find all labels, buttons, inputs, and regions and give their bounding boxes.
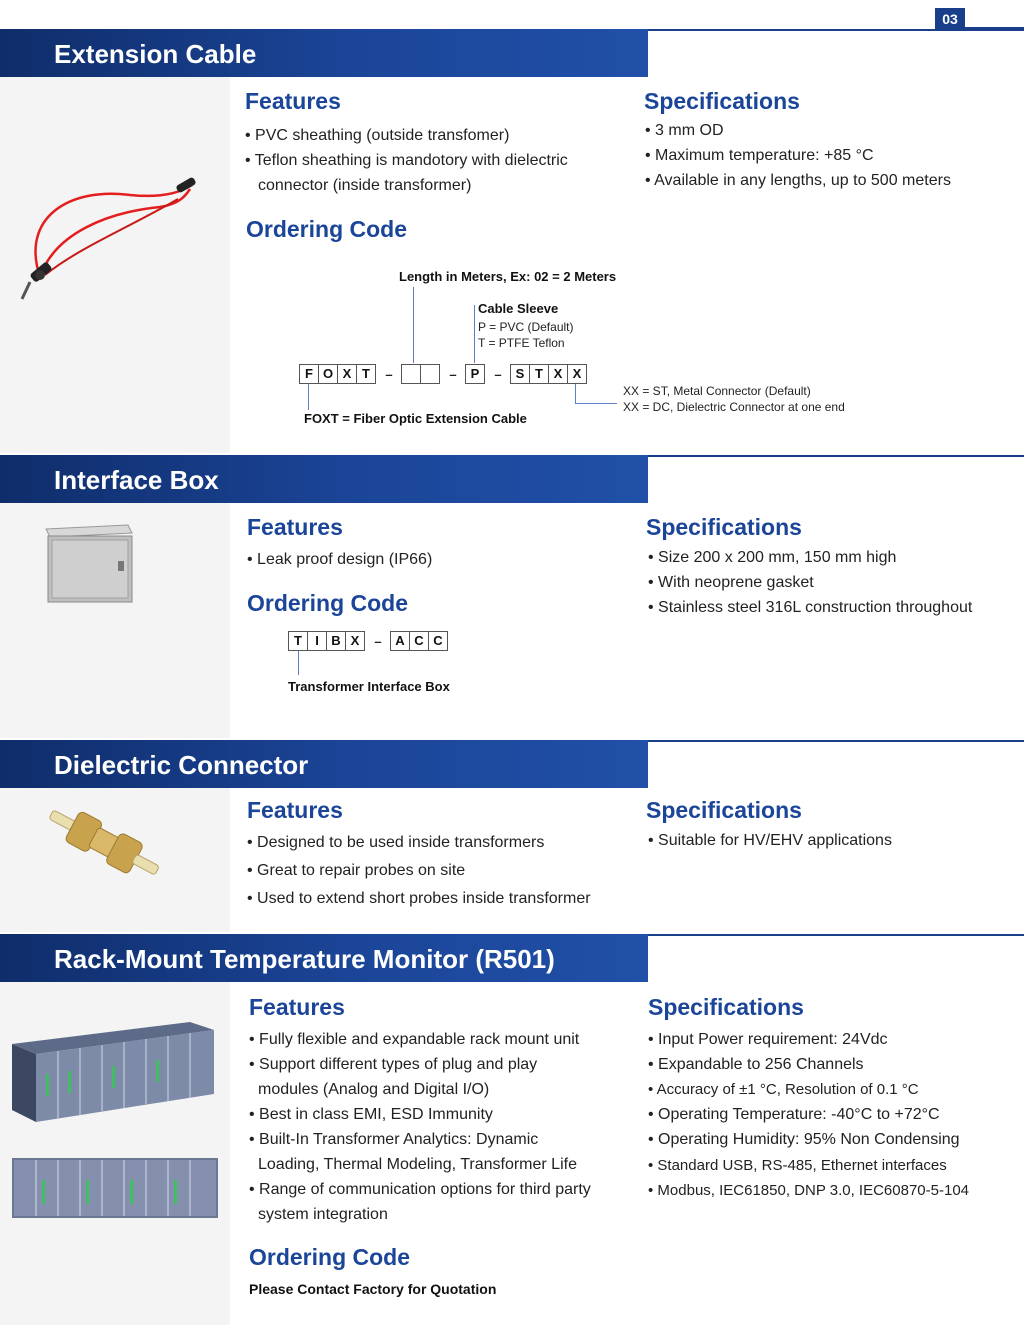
product-image-panel — [0, 982, 230, 1325]
spec-item: • 3 mm OD — [645, 122, 724, 139]
code-cell: T — [529, 364, 549, 384]
code-cell: C — [428, 631, 448, 651]
connector-option: XX = DC, Dielectric Connector at one end — [623, 400, 845, 414]
feature-item: • Support different types of plug and play — [249, 1056, 538, 1073]
spec-item: • Standard USB, RS-485, Ethernet interfaces — [648, 1157, 947, 1174]
specifications-heading: Specifications — [648, 994, 804, 1020]
section-title: Extension Cable — [54, 39, 257, 69]
section-title: Rack-Mount Temperature Monitor (R501) — [54, 944, 555, 974]
leader-line — [575, 403, 617, 404]
header-rule — [648, 455, 1024, 457]
feature-item: • Best in class EMI, ESD Immunity — [249, 1106, 493, 1123]
specifications-heading: Specifications — [646, 797, 802, 823]
feature-item: • Leak proof design (IP66) — [247, 551, 433, 568]
code-cell: P — [465, 364, 485, 384]
code-cell: X — [337, 364, 357, 384]
rack-monitor-image — [0, 982, 230, 1325]
section-title: Interface Box — [54, 465, 219, 495]
leader-line — [413, 287, 414, 363]
code-dash: – — [494, 366, 502, 382]
feature-item: • Used to extend short probes inside transformer — [247, 890, 591, 907]
feature-item: • Designed to be used inside transformers — [247, 834, 545, 851]
header-rule — [648, 29, 1024, 31]
ordering-note: Please Contact Factory for Quotation — [249, 1281, 497, 1297]
leader-line — [298, 651, 299, 675]
spec-item: • Suitable for HV/EHV applications — [648, 832, 892, 849]
tibx-label: Transformer Interface Box — [288, 679, 450, 694]
feature-item: • Range of communication options for third party — [249, 1181, 591, 1198]
spec-item: • Operating Temperature: -40°C to +72°C — [648, 1106, 940, 1123]
code-cell: X — [548, 364, 568, 384]
spec-item: • Input Power requirement: 24Vdc — [648, 1031, 888, 1048]
leader-line — [575, 384, 576, 403]
length-label: Length in Meters, Ex: 02 = 2 Meters — [399, 269, 617, 284]
feature-item: • Fully flexible and expandable rack mount unit — [249, 1031, 580, 1048]
specifications-heading: Specifications — [644, 88, 800, 114]
spec-item: • Expandable to 256 Channels — [648, 1056, 864, 1073]
section-header-extension-cable — [0, 29, 648, 77]
feature-item: • PVC sheathing (outside transfomer) — [245, 127, 510, 144]
code-cell: O — [318, 364, 338, 384]
foxt-label: FOXT = Fiber Optic Extension Cable — [304, 411, 527, 426]
section-header-dielectric-connector — [0, 740, 648, 788]
header-rule — [648, 740, 1024, 742]
code-dash: – — [385, 366, 393, 382]
sleeve-option: P = PVC (Default) — [478, 320, 574, 334]
feature-item: Loading, Thermal Modeling, Transformer Life — [258, 1156, 577, 1173]
header-rule — [648, 934, 1024, 936]
spec-item: • Maximum temperature: +85 °C — [645, 147, 874, 164]
feature-item: • Teflon sheathing is mandotory with dielectric — [245, 152, 568, 169]
code-cell: F — [299, 364, 319, 384]
spec-item: • With neoprene gasket — [648, 574, 814, 591]
spec-item: • Modbus, IEC61850, DNP 3.0, IEC60870-5-104 — [648, 1182, 969, 1199]
code-cell: I — [307, 631, 327, 651]
spec-item: • Size 200 x 200 mm, 150 mm high — [648, 549, 897, 566]
feature-item: • Built-In Transformer Analytics: Dynamic — [249, 1131, 539, 1148]
page-number: 03 — [935, 8, 965, 29]
spec-item: • Available in any lengths, up to 500 meters — [645, 172, 951, 189]
code-cell: T — [288, 631, 308, 651]
interface-box-image — [0, 503, 230, 738]
code-dash: – — [374, 633, 382, 649]
section-header-rack-mount — [0, 934, 648, 982]
code-dash: – — [449, 366, 457, 382]
feature-item: connector (inside transformer) — [258, 177, 472, 194]
ordering-code-row — [299, 364, 587, 384]
cable-sleeve-label: Cable Sleeve — [478, 301, 559, 316]
extension-cable-image — [0, 77, 230, 453]
code-cell — [420, 364, 440, 384]
leader-line — [308, 384, 309, 410]
code-cell: S — [510, 364, 530, 384]
code-cell: X — [567, 364, 587, 384]
feature-item: modules (Analog and Digital I/O) — [258, 1081, 490, 1098]
spec-item: • Operating Humidity: 95% Non Condensing — [648, 1131, 960, 1148]
section-title: Dielectric Connector — [54, 750, 309, 780]
product-image-panel — [0, 77, 230, 453]
leader-line — [474, 305, 475, 363]
dielectric-connector-image — [0, 788, 230, 932]
feature-item: system integration — [258, 1206, 388, 1223]
code-cell: X — [345, 631, 365, 651]
features-heading: Features — [247, 514, 343, 540]
features-heading: Features — [245, 88, 341, 114]
code-cell: B — [326, 631, 346, 651]
spec-item: • Accuracy of ±1 °C, Resolution of 0.1 °C — [648, 1081, 919, 1098]
code-cell: A — [390, 631, 410, 651]
spec-item: • Stainless steel 316L construction throughout — [648, 599, 973, 616]
product-image-panel — [0, 788, 230, 932]
section-header-interface-box — [0, 455, 648, 503]
ordering-code-heading: Ordering Code — [249, 1244, 411, 1270]
code-cell: T — [356, 364, 376, 384]
ordering-code-row — [288, 631, 448, 651]
feature-item: • Great to repair probes on site — [247, 862, 466, 879]
code-cell: C — [409, 631, 429, 651]
specifications-heading: Specifications — [646, 514, 802, 540]
sleeve-option: T = PTFE Teflon — [478, 336, 565, 350]
ordering-code-heading: Ordering Code — [247, 590, 409, 616]
features-heading: Features — [249, 994, 345, 1020]
code-cell — [401, 364, 421, 384]
ordering-code-heading: Ordering Code — [246, 216, 408, 242]
product-image-panel — [0, 503, 230, 738]
connector-option: XX = ST, Metal Connector (Default) — [623, 384, 811, 398]
features-heading: Features — [247, 797, 343, 823]
